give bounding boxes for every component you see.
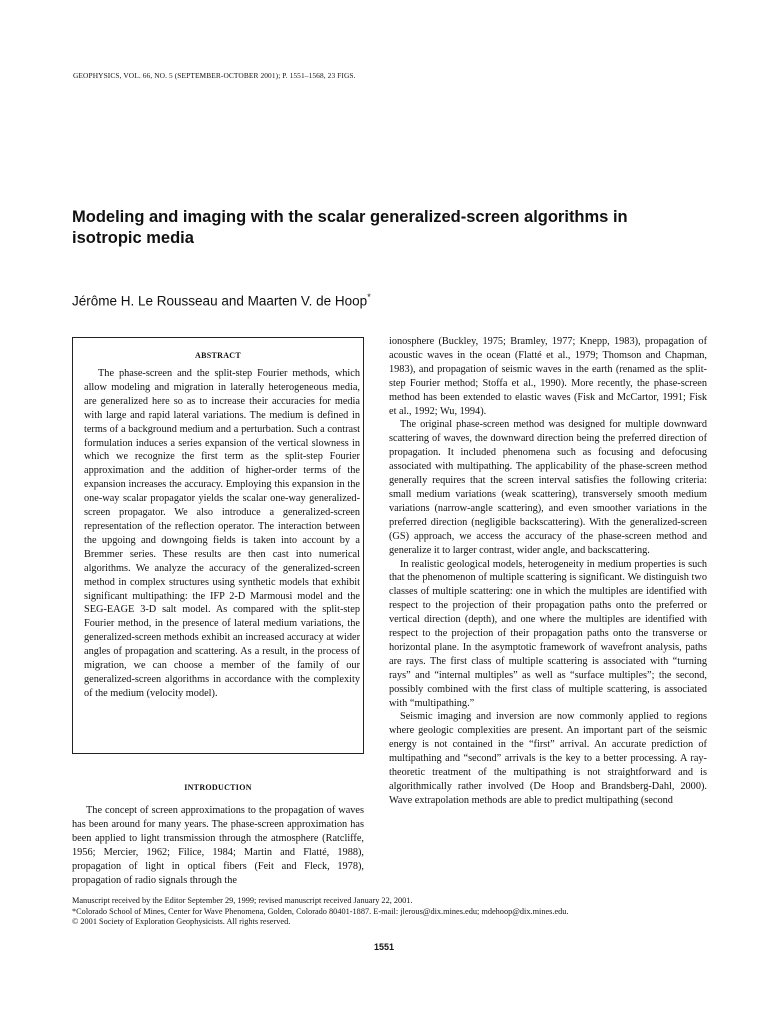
paper-title: Modeling and imaging with the scalar generalized-screen algorithms in isotropic media (72, 208, 628, 247)
author-footnote-mark: * (367, 292, 371, 302)
author-line (72, 292, 371, 309)
page-number: 1551 (373, 942, 395, 952)
journal-header: GEOPHYSICS, VOL. 66, NO. 5 (SEPTEMBER-OCTOBER 2001); P. 1551–1568, 23 FIGS. (73, 71, 356, 80)
author-names: Jérôme H. Le Rousseau and Maarten V. de Hoop (72, 293, 368, 309)
right-column-paragraph: Seismic imaging and inversion are now commonly applied to regions where geologic complexities are present. An important part of the seismic energy is not contained in the “first” arrival. An accurate prediction of multipathing and “second” arrivals is the key to a better processing. A ray-theoretic treatment of the multipathing is not straightforward and is algorithmically rather involved (De Hoop and Brandsberg-Dahl, 2000). Wave extrapolation methods are able to predict multipathing (second (389, 711, 707, 806)
right-column (389, 335, 707, 808)
introduction-heading: INTRODUCTION (184, 783, 252, 792)
right-column-paragraph: In realistic geological models, heterogeneity in medium properties is such that the phenomenon of multiple scattering is significant. We distinguish two classes of multiple scattering: one in which the multiples are identified with respect to the projection of their propagation paths onto the preferred or vertical direction (depth), and one where the multiples are identified with respect to the projection of their propagation paths onto the transverse or horizontal plane. In the asymptotic framework of wavefront analysis, paths are rays. The first class of multiple scattering is associated with “turning rays” and “internal multiples” as well as “surface multiples”; the second, possibly combined with the first class of multiple scattering, is associated with “multipathing.” (389, 558, 707, 709)
abstract-heading: ABSTRACT (195, 351, 241, 360)
right-column-paragraph: The original phase-screen method was designed for multiple downward scattering of waves, the downward direction being the preferred direction of propagation. It included phenomena such as focusing and defocusing associated with multipathing. The applicability of the phase-screen method generally requires that the screen interval satisfies the following criteria: small medium variations (weak scattering), transversely smooth medium variations (narrow-angle scattering), and even smoother variations in the preferred direction (negligible backscattering). With the generalized-screen (GS) approach, we access the accuracy of the phase-screen method and generalize it to larger contrast, wider angle, and backscattering. (389, 419, 707, 556)
manuscript-received-note: Manuscript received by the Editor September 29, 1999; revised manuscript received January 22, 2001. (72, 896, 413, 905)
abstract-text: The phase-screen and the split-step Fourier methods, which allow modeling and migration in laterally heterogeneous media, are generalized here so as to increase their accuracies for media with large and rapid lateral variations. The medium is defined in terms of a background medium and a perturbation. Such a contrast formulation induces a series expansion of the vertical slowness in which we recognize the first term as the split-step Fourier approximation and the addition of higher-order terms of the expansion increases the accuracy. Employing this expansion in the one-way scalar propagator yields the scalar one-way generalized-screen propagator. We also introduce a generalized-screen representation of the reflection operator. The interaction between the upgoing and downgoing fields is taken into account by a Bremmer series. These results are then cast into numerical algorithms. We analyze the accuracy of the generalized-screen method in complex structures using synthetic models that exhibit significant multipathing: the IFP 2-D Marmousi model and the SEG-EAGE 3-D salt model. As compared with the split-step Fourier method, in the presence of lateral medium variations, the generalized-screen methods exhibit an increased accuracy at wider angles of propagation and scattering. As a result, in the process of migration, we can choose a member of the family of our generalized-screen algorithms in accordance with the complexity of the medium (velocity model). (84, 368, 360, 699)
introduction-text: The concept of screen approximations to the propagation of waves has been around for many years. The phase-screen approximation has been applied to light transmission through the atmosphere (Ratcliffe, 1956; Mercier, 1962; Filice, 1984; Martin and Flatté, 1988), propagation of light in optical fibers (Feit and Fleck, 1978), propagation of radio signals through the (72, 805, 364, 886)
footnotes (72, 896, 712, 928)
copyright-note: © 2001 Society of Exploration Geophysicists. All rights reserved. (72, 917, 291, 927)
affiliation-note: *Colorado School of Mines, Center for Wave Phenomena, Golden, Colorado 80401-1887. E-mail: jlerous@dix.mines.edu; mdehoop@dix.mines.edu. (72, 906, 569, 916)
right-column-paragraph: ionosphere (Buckley, 1975; Bramley, 1977; Knepp, 1983), propagation of acoustic waves in the ocean (Flatté et al., 1979; Thomson and Chapman, 1983), and propagation of seismic waves in the earth (renamed as the split-step Fourier method; Stoffa et al., 1990). More recently, the phase-screen method has been extended to elastic waves (Fisk and McCartor, 1991; Fisk et al., 1992; Wu, 1994). (389, 336, 707, 417)
